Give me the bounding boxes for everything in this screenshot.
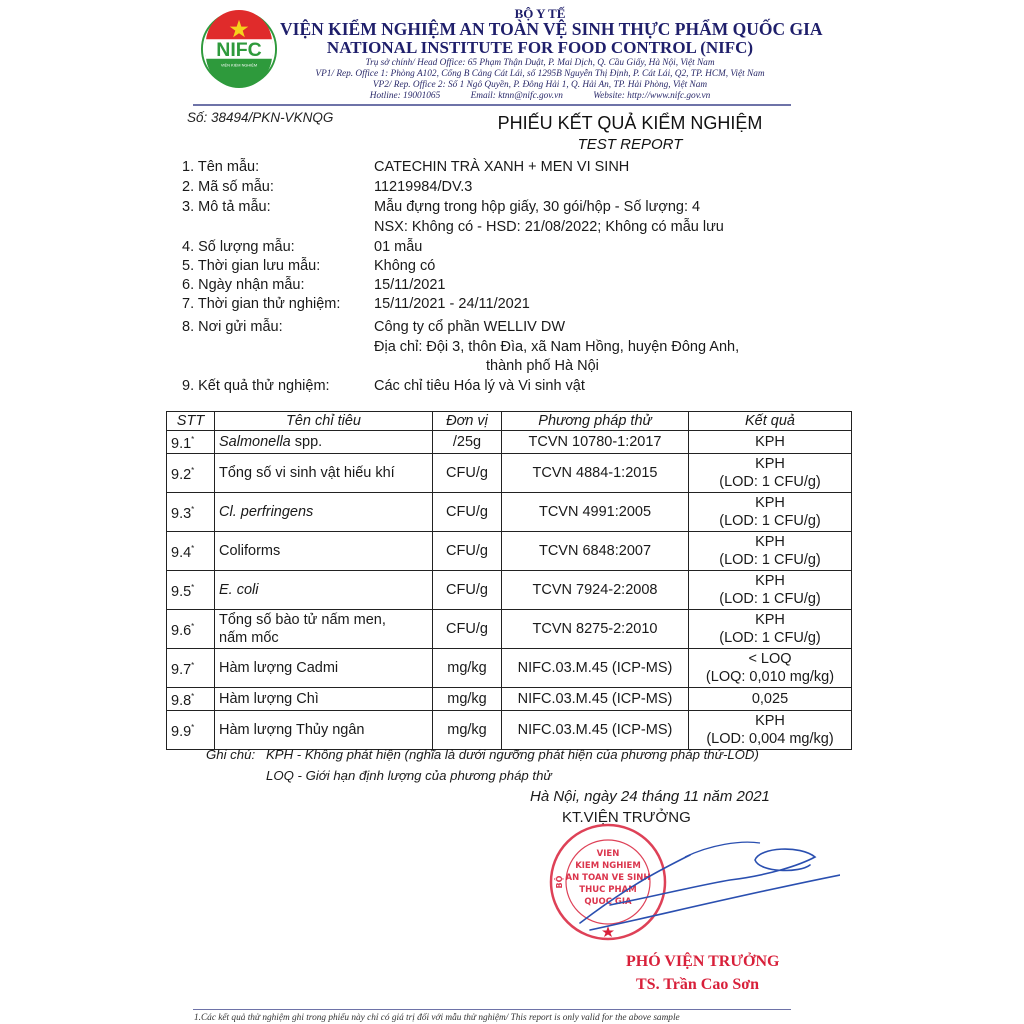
accredited-mark: *	[191, 661, 195, 670]
result-value: KPH	[755, 434, 785, 450]
stt-cell	[167, 649, 215, 688]
name-cell	[215, 688, 433, 711]
accredited-mark: *	[191, 435, 195, 444]
contact-line	[280, 91, 800, 101]
info-label: 7. Thời gian thử nghiệm:	[182, 296, 341, 312]
stt: 9.8	[171, 693, 192, 709]
info-label: 5. Thời gian lưu mẫu:	[182, 258, 321, 274]
info-label: 4. Số lượng mẫu:	[182, 239, 295, 255]
result-limit: (LOD: 1 CFU/g)	[719, 552, 821, 568]
accredited-mark: *	[191, 723, 195, 732]
info-value: Mẫu đựng trong hộp giấy, 30 gói/hộp - Số lượng: 4	[374, 199, 701, 215]
info-label: 2. Mã số mẫu:	[182, 179, 274, 195]
method-cell: TCVN 4991:2005	[502, 493, 689, 532]
stt-cell	[167, 454, 215, 493]
signer-position: PHÓ VIỆN TRƯỞNG	[626, 953, 780, 970]
info-value: 01 mẫu	[374, 239, 423, 255]
accredited-mark: *	[191, 505, 195, 514]
result-value: KPH	[755, 456, 785, 472]
name-cell	[215, 711, 433, 750]
signer-name: TS. Trần Cao Sơn	[636, 976, 759, 993]
notes-label: Ghi chú:	[206, 747, 256, 762]
table-row	[167, 431, 852, 454]
signature-date: Hà Nội, ngày 24 tháng 11 năm 2021	[530, 788, 770, 805]
table-row	[167, 688, 852, 711]
note-loq: LOQ - Giới hạn định lượng của phương pháp thử	[266, 768, 552, 783]
result-limit: (LOD: 0,004 mg/kg)	[706, 731, 834, 747]
method-cell: TCVN 10780-1:2017	[502, 431, 689, 454]
stamp-line: KIEM NGHIEM	[575, 861, 641, 871]
unit-cell: CFU/g	[433, 493, 502, 532]
col-header-name: Tên chỉ tiêu	[215, 412, 433, 431]
header-divider	[193, 104, 791, 106]
stt-cell	[167, 431, 215, 454]
info-value: CATECHIN TRÀ XANH + MEN VI SINH	[374, 159, 630, 175]
info-value: 11219984/DV.3	[374, 179, 473, 195]
method-cell: TCVN 7924-2:2008	[502, 571, 689, 610]
result-cell	[689, 610, 852, 649]
info-value-cont: NSX: Không có - HSD: 21/08/2022; Không có mẫu lưu	[374, 219, 724, 235]
name-cell	[215, 532, 433, 571]
info-value: 15/11/2021 - 24/11/2021	[374, 296, 530, 312]
name-cell	[215, 649, 433, 688]
table-row	[167, 711, 852, 750]
stt: 9.1	[171, 436, 192, 452]
info-value: Không có	[374, 258, 436, 274]
footer-divider	[193, 1009, 791, 1010]
stamp-line: AN TOAN VE SINH	[565, 873, 651, 883]
table-row	[167, 532, 852, 571]
stt: 9.5	[171, 584, 192, 600]
document-subtitle: TEST REPORT	[577, 136, 683, 153]
method-cell: NIFC.03.M.45 (ICP-MS)	[502, 649, 689, 688]
accredited-mark: *	[191, 544, 195, 553]
name-cell	[215, 431, 433, 454]
stt: 9.9	[171, 724, 192, 740]
result-cell	[689, 711, 852, 750]
stt: 9.2	[171, 467, 192, 483]
method-cell: TCVN 8275-2:2010	[502, 610, 689, 649]
unit-cell: mg/kg	[433, 649, 502, 688]
info-value: 15/11/2021	[374, 277, 446, 293]
head-office: Trụ sở chính/ Head Office: 65 Phạm Thận Duật, P. Mai Dịch, Q. Cầu Giấy, Hà Nội, Việt Nam	[365, 58, 715, 68]
unit-cell: CFU/g	[433, 571, 502, 610]
institute-vn: VIỆN KIỂM NGHIỆM AN TOÀN VỆ SINH THỰC PHẨM QUỐC GIA	[280, 19, 823, 39]
result-value: KPH	[755, 534, 785, 550]
col-header-unit: Đơn vị	[433, 412, 502, 431]
result-value: KPH	[755, 573, 785, 589]
col-header-result: Kết quả	[689, 412, 852, 431]
info-label: 9. Kết quả thử nghiệm:	[182, 378, 330, 394]
result-cell	[689, 493, 852, 532]
table-row	[167, 454, 852, 493]
unit-cell: CFU/g	[433, 610, 502, 649]
ministry: BỘ Y TẾ	[514, 6, 566, 21]
info-label: 6. Ngày nhận mẫu:	[182, 277, 305, 293]
table-row	[167, 649, 852, 688]
result-limit: (LOD: 1 CFU/g)	[719, 474, 821, 490]
method-cell: NIFC.03.M.45 (ICP-MS)	[502, 711, 689, 750]
rep-office-1: VP1/ Rep. Office 1: Phòng A102, Cổng B Cảng Cát Lái, số 1295B Nguyễn Thị Định, P. Cát Lái, Q2, TP. HCM, Việt Nam	[315, 69, 765, 79]
indicator-name: Coliforms	[219, 543, 281, 559]
info-value-cont: Địa chỉ: Đội 3, thôn Đìa, xã Nam Hồng, huyện Đông Anh,	[374, 339, 740, 355]
handwritten-signature	[570, 835, 840, 935]
indicator-name: Cl. perfringens	[219, 504, 314, 520]
stt-cell	[167, 688, 215, 711]
method-cell: NIFC.03.M.45 (ICP-MS)	[502, 688, 689, 711]
hotline: Hotline: 19001065	[369, 91, 441, 101]
table-header-row	[167, 412, 852, 431]
name-cell	[215, 493, 433, 532]
result-limit: (LOQ: 0,010 mg/kg)	[705, 669, 835, 685]
result-value: 0,025	[751, 691, 789, 707]
accredited-mark: *	[191, 692, 195, 701]
table-row	[167, 493, 852, 532]
document-number: Số: 38494/PKN-VKNQG	[187, 110, 334, 125]
unit-cell: CFU/g	[433, 532, 502, 571]
unit-cell: mg/kg	[433, 711, 502, 750]
stt: 9.6	[171, 623, 192, 639]
method-cell: TCVN 4884-1:2015	[502, 454, 689, 493]
institute-en: NATIONAL INSTITUTE FOR FOOD CONTROL (NIFC)	[326, 38, 754, 57]
website[interactable]: Website: http://www.nifc.gov.vn	[593, 91, 711, 101]
unit-cell: mg/kg	[433, 688, 502, 711]
table-row	[167, 571, 852, 610]
stamp-line: THUC PHAM	[579, 885, 637, 895]
indicator-name: Hàm lượng Cadmi	[219, 660, 339, 676]
rep-office-2: VP2/ Rep. Office 2: Số 1 Ngô Quyền, P. Đông Hải 1, Q. Hải An, TP. Hải Phòng, Việt Nam	[372, 80, 708, 90]
indicator-name: E. coli	[219, 582, 259, 598]
result-cell	[689, 431, 852, 454]
col-header-stt: STT	[167, 412, 215, 431]
col-header-method: Phương pháp thử	[502, 412, 689, 431]
result-limit: (LOD: 1 CFU/g)	[719, 513, 821, 529]
accredited-mark: *	[191, 466, 195, 475]
result-value: < LOQ	[748, 651, 792, 667]
result-value: KPH	[755, 612, 785, 628]
result-limit: (LOD: 1 CFU/g)	[719, 630, 821, 646]
stt-cell	[167, 532, 215, 571]
indicator-name: Hàm lượng Chì	[219, 691, 319, 707]
stt-cell	[167, 610, 215, 649]
stt: 9.7	[171, 662, 192, 678]
email[interactable]: Email: ktnn@nifc.gov.vn	[470, 91, 563, 101]
accredited-mark: *	[191, 622, 195, 631]
name-cell	[215, 571, 433, 610]
on-behalf: KT.VIỆN TRƯỞNG	[562, 809, 691, 826]
nifc-logo	[200, 10, 278, 88]
info-value-cont: thành phố Hà Nội	[486, 358, 599, 374]
info-value: Các chỉ tiêu Hóa lý và Vi sinh vật	[374, 378, 585, 394]
stt-cell	[167, 711, 215, 750]
result-cell	[689, 649, 852, 688]
indicator-name-suffix: spp.	[290, 434, 323, 450]
info-value: Công ty cổ phần WELLIV DW	[374, 319, 565, 335]
stamp-line: VIEN	[596, 849, 620, 859]
stt-cell	[167, 493, 215, 532]
stt: 9.3	[171, 506, 192, 522]
method-cell: TCVN 6848:2007	[502, 532, 689, 571]
logo-caption: VIỆN KIỂM NGHIỆM	[220, 62, 258, 68]
logo-text: NIFC	[216, 38, 262, 61]
accredited-mark: *	[191, 583, 195, 592]
result-cell	[689, 688, 852, 711]
indicator-name: Tổng số vi sinh vật hiếu khí	[219, 465, 395, 481]
stt: 9.4	[171, 545, 192, 561]
indicator-name: Hàm lượng Thủy ngân	[219, 722, 365, 738]
stamp-line: QUOC GIA	[584, 897, 632, 907]
result-cell	[689, 454, 852, 493]
name-cell	[215, 454, 433, 493]
result-cell	[689, 532, 852, 571]
table-row	[167, 610, 852, 649]
result-cell	[689, 571, 852, 610]
result-value: KPH	[755, 495, 785, 511]
result-value: KPH	[755, 713, 785, 729]
info-label: 3. Mô tả mẫu:	[182, 199, 271, 215]
stamp-side: BỘ	[555, 875, 564, 889]
result-limit: (LOD: 1 CFU/g)	[719, 591, 821, 607]
name-cell	[215, 610, 433, 649]
info-label: 8. Nơi gửi mẫu:	[182, 319, 283, 335]
stt-cell	[167, 571, 215, 610]
unit-cell: /25g	[433, 431, 502, 454]
unit-cell: CFU/g	[433, 454, 502, 493]
indicator-name-suffix: nấm mốc	[219, 630, 279, 646]
info-label: 1. Tên mẫu:	[182, 159, 260, 175]
results-table	[166, 411, 852, 750]
note-kph: KPH - Không phát hiện (nghĩa là dưới ngưỡng phát hiện của phương pháp thử-LOD)	[266, 747, 759, 762]
footer-note: 1.Các kết quả thử nghiệm ghi trong phiếu này chỉ có giá trị đối với mẫu thử nghiệm/ This report is only valid for the above sample	[194, 1013, 680, 1023]
document-title: PHIẾU KẾT QUẢ KIỂM NGHIỆM	[497, 113, 763, 133]
indicator-name: Salmonella	[219, 434, 291, 450]
indicator-name: Tổng số bào tử nấm men,	[219, 612, 386, 628]
